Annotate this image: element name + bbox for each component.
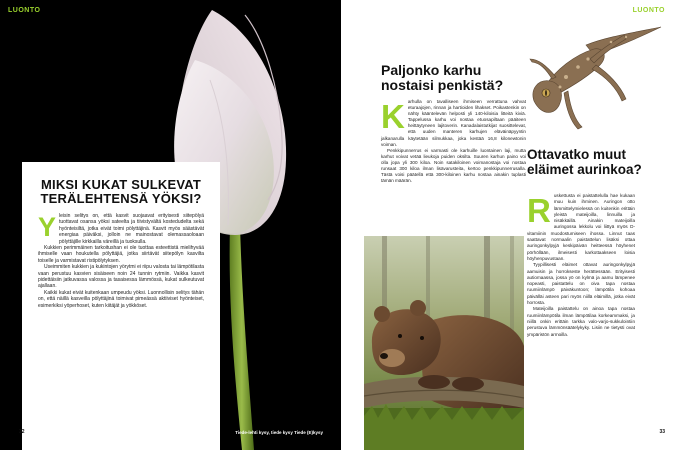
dropcap: Y xyxy=(38,212,57,242)
footer-credit: Tiede-lehti kysy, tiede kysy Tiede (E)kysy xyxy=(235,430,323,435)
dropcap: R xyxy=(527,192,551,229)
bear-article-body xyxy=(381,99,526,184)
article-body xyxy=(38,213,204,309)
section-label: LUONTO xyxy=(8,7,41,14)
sun-article-title: Ottavatko muut eläimet aurinkoa? xyxy=(527,147,642,177)
sun-article-body xyxy=(527,193,635,338)
bear-photo xyxy=(364,236,524,450)
page-number: 32 xyxy=(19,429,25,435)
dropcap: K xyxy=(381,98,405,135)
article-box xyxy=(22,162,220,450)
page-number: 33 xyxy=(659,429,665,435)
article-paragraph: Mateijoilla paistattelu on ainoa tapa nostaa ruumiinlämpötila ilman lämpötilaa korkeammaksi, ja niillä onkin erittäin tarkka valo-varjo-sukkulointiin perustuva lämmönsäätelykyky. Lisiin ne tietysti ovat ympäristön armoilla. xyxy=(527,306,635,337)
article-title: MIKSI KUKAT SULKEVAT TERÄLEHTENSÄ YÖKSI? xyxy=(40,177,202,206)
article-paragraph: uskettusta ei paistattelulla hae kukaan muu kuin ihminen. Auringon otto lämmittelymielessä on kuitenkin erittäin yleistä mateijoilla, linnuilla ja nisäkkäillä. Ainakin mateijoilla auringossa lekkolu voi liittyä myös D-vitamiinin muodostumiseen ihossa. Linnut taas saattavat normaalin paistattelun lisäksi ottaa auringonkylpyjä keskipäivän heitteessä höyhenet pörhöllään, ilmeisesti karkottaakseen loisia höyhenpuvustaan. xyxy=(527,193,635,261)
article-paragraph: Penkkipunnerrus ei varmasti ole karhuille luontainen laji, mutta karhut voivat vetää lieukoja puiden oksilta. Suuren karhun paino voi olla jopa yli 300 kiloa. Noin satakiloinen voimanostaja voi nostaa runsaat 300 kiloa ilman lisävarusteita, kertoo penkkipunnerrusalla. Tästä voisi päätellä että 300-kiloinen karhu nostaa ainakin tuplasti tämän määrän. xyxy=(381,147,526,184)
article-paragraph: Useimmiten kukkien ja kukintojen yörytmi ei riipu valosta tai lämpötilasta vaan perustuu kasvien sisäiseen noin 24 tunnin rytmiin. Vaikka kasvit pidettäisiin jatkuvassa valossa ja tasaisessa lämmössä, kukat sulkeutuvat ajallaan. xyxy=(38,264,204,290)
article-paragraph: Tyypillisesti eläimet ottavat auringonkylpyjä aamuisin ja horrokseste herättessään. Erityisesti autiomaassa, jossa yö on kylmä ja aamu lämpenee nopeasti, paistattelu on oiva tapa nostaa ruumiinlämpö päiväkuntoon; lämpötila kohoaa päivälläi asteen pari myös niillä eläimillä, jotka eivät horrosta. xyxy=(527,262,635,306)
article-paragraph: leisin selitys on, että kasvit suojaavat erityisesti siitepölyä tuottavat osansa yöksi sateelta ja tiivistyvältä kostedudelta sekä hyönteisiltä, jotka eivät toimi pölyttäjinä. Kasvit myös säästävät energiaa päiväksi, jolloin ne mainostavat olemassaoloaan pölyttäjille kirkkailla väreillä ja tuoksulla. xyxy=(59,213,204,245)
gecko-photo xyxy=(516,15,666,145)
article-paragraph: arhulla on tavalliseen ihmiseen verrattuna vahvat eturaajojen, rinnan ja hartioiden lihakset. Poikastenkin on nähty kääntelevän helposti yli 140-kiloisia litteitä kiviä. Tappelussa karhu voi nostaa etuosapiltaan pääiteen heittäytyneen lajitoverin. Kanadalaistutkijat suosittelevat, että uuden manteren karhujen eläväinäpyyntin jalkanarulla käytetään silmukkaa, joka kestää 16,8 kilonewtonin voiman. xyxy=(381,99,526,147)
gecko-illustration xyxy=(516,15,666,145)
article-paragraph: Kukkien perimmäinen tarkoitushan ei ole tuottaa esteettistä mielihyvää ihmiselle vaan houkutella pölyttäjiä, jotka siirtävät siitepölyn kasvilta toiselle ja varmistavat ristipölytyksen. xyxy=(38,245,204,264)
right-page xyxy=(341,0,682,450)
section-label: LUONTO xyxy=(632,7,665,14)
article-paragraph: Kaikki kukat eivät kuitenkaan umpeudu yöksi. Luonnollisin selitys tähän on, että näillä kasveilla pölyttäjinä toimivat pimeässä aktiiviset hyönteiset, esimerkiksi yöperhoset, kuten kiitäjät ja yökköset. xyxy=(38,289,204,309)
bear-illustration xyxy=(364,236,524,450)
bear-article-title: Paljonko karhu nostaisi penkistä? xyxy=(381,62,504,93)
